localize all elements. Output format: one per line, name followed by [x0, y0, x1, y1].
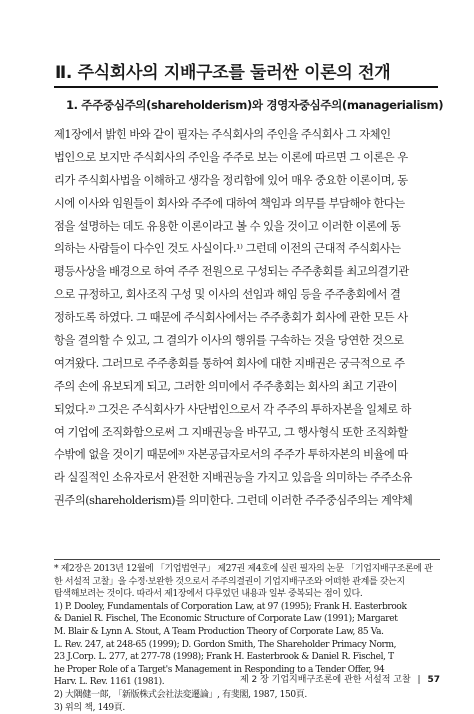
body-line: 으로 규정하고, 회사조직 구성 및 이사의 선임과 해임 등을 주주총회에서 결	[54, 288, 401, 302]
footnote-line: 탐색해보려는 것이다. 따라서 제1장에서 다루었던 내용과 일부 중복되는 점이 있다.	[54, 589, 363, 600]
body-line: 리가 주식회사법을 이해하고 생각을 정리함에 있어 매우 중요한 이론이며, 동	[54, 173, 408, 187]
footnote-divider	[54, 559, 440, 560]
footnote-line: 한 서설적 고찰」을 수정·보완한 것으로서 주주의결권이 기업지배구조와 어떠한 관계를 갖는지	[54, 576, 405, 587]
section-title: Ⅱ. 주식회사의 지배구조를 둘러싼 이론의 전개	[55, 63, 391, 83]
body-line: 되었다.²⁾ 그것은 주식회사가 사단법인으로서 각 주주의 투하자본을 일체로 하	[54, 402, 411, 416]
body-line: 시에 이사와 임원들이 회사와 주주에 대하여 책임과 의무를 부담해야 한다는	[54, 196, 405, 210]
page-number: 57	[427, 675, 440, 685]
footnote-line: * 제2장은 2013년 12월에 「기업법연구」 제27권 제4호에 실린 필자의 논문 「기업지배구조론에 관	[54, 564, 433, 574]
body-line: 라 실질적인 소유자로서 완전한 지배권능을 가지고 있음을 의미하는 주주소유	[54, 471, 412, 485]
body-line: 권주의(shareholderism)를 의미한다. 그런데 이러한 주주중심주의는 계약체	[54, 494, 413, 508]
body-text	[54, 124, 440, 513]
body-line: 법인으로 보지만 주식회사의 주인을 주주로 보는 이론에 따르면 그 이론은 우	[54, 150, 408, 164]
body-line: 평등사상을 배경으로 하여 주주 전원으로 구성되는 주주총회를 최고의결기관	[54, 265, 409, 279]
footnote-line: 2) 大隅健一郞, 「新版株式会社法変遷論」, 有斐閣, 1987, 150頁.	[54, 689, 307, 700]
footer-separator: |	[417, 675, 421, 685]
footnote-line: & Daniel R. Fischel, The Economic Structure of Corporate Law (1991); Margaret	[54, 614, 398, 625]
body-line: 의하는 사람들이 다수인 것도 사실이다.¹⁾ 그런데 이전의 근대적 주식회사는	[54, 242, 401, 256]
body-line: 항을 결의할 수 있고, 그 결의가 이사의 행위를 구속하는 것을 당연한 것으로	[54, 334, 404, 348]
footnotes	[54, 563, 440, 714]
footnote-line: M. Blair & Lynn A. Stout, A Team Production Theory of Corporate Law, 85 Va.	[54, 626, 384, 637]
subsection-title: 1. 주주중심주의(shareholderism)와 경영자중심주의(managerialism)	[66, 98, 444, 112]
title-underline	[54, 86, 438, 88]
footnote-line: 3) 위의 책, 149頁.	[54, 702, 125, 713]
body-line: 주의 손에 유보되게 되고, 그러한 의미에서 주주총회는 회사의 최고 기관이	[54, 379, 398, 393]
footnote-line: he Proper Role of a Target's Management in Responding to a Tender Offer, 94	[54, 664, 385, 675]
footnote-line: 23 J.Corp. L. 277, at 277-78 (1998); Frank H. Easterbrook & Daniel R. Fischel, T	[54, 652, 394, 663]
running-footer	[210, 672, 440, 685]
body-line: 수밖에 없을 것이기 때문에³⁾ 자본공급자로서의 주주가 투하자본의 비율에 따	[54, 448, 408, 462]
footnote-line: Harv. L. Rev. 1161 (1981).	[54, 677, 165, 688]
body-line: 정하도록 하였다. 그 때문에 주식회사에서는 주주총회가 회사에 관한 모든 사	[54, 311, 408, 325]
footer-chapter-title: 기업지배구조론에 관한 서설적 고찰	[271, 675, 411, 685]
body-line: 점을 설명하는 데도 유용한 이론이라고 볼 수 있을 것이고 이러한 이론에 동	[54, 219, 401, 233]
body-line: 여겨왔다. 그러므로 주주총회를 통하여 회사에 대한 지배권은 궁극적으로 주	[54, 356, 405, 370]
body-line: 제1장에서 밝힌 바와 같이 필자는 주식회사의 주인을 주식회사 그 자체인	[54, 128, 391, 141]
footer-chapter: 제 2 장	[239, 675, 269, 685]
footnote-line: 1) P. Dooley, Fundamentals of Corporation Law, at 97 (1995); Frank H. Easterbrook	[54, 601, 407, 612]
footnote-line: L. Rev. 247, at 248-65 (1999); D. Gordon Smith, The Shareholder Primacy Norm,	[54, 639, 397, 650]
body-line: 여 기업에 조직화함으로써 그 지배권능을 바꾸고, 그 행사형식 또한 조직화할	[54, 425, 408, 439]
